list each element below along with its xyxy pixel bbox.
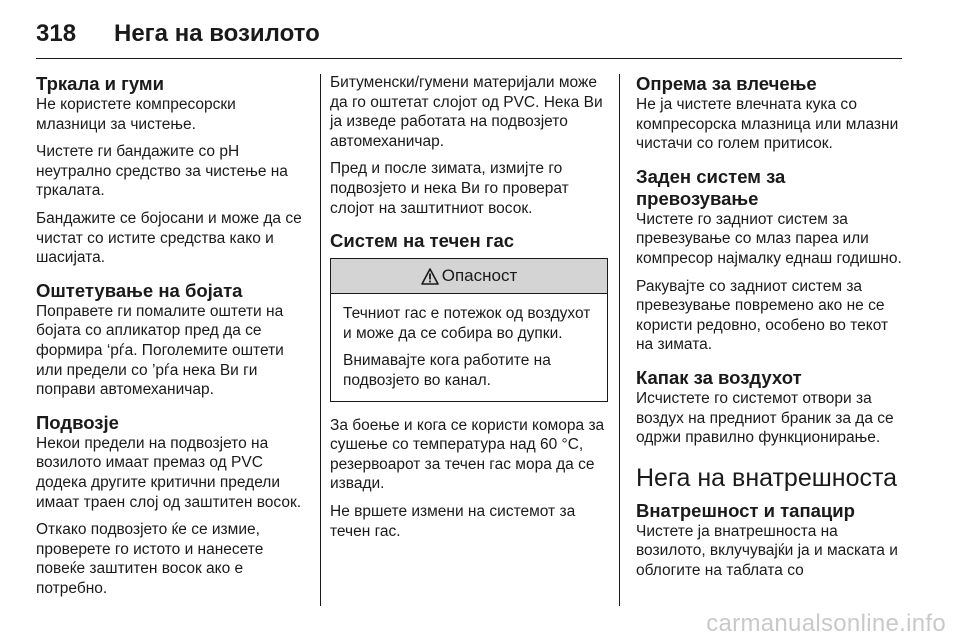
- paragraph: Течниот гас е потежок од воздухот и може да се собира во дупки.: [343, 305, 591, 342]
- section-interior-upholstery: [636, 500, 906, 581]
- paragraph: Не користете компресорски млазници за чистење.: [36, 96, 236, 133]
- column-divider-1: [320, 74, 321, 606]
- section-heading: Оштетување на бојата: [36, 279, 243, 301]
- section-rear-carrier: [636, 166, 906, 355]
- paragraph: Внимавајте кога работите на подвозјето во канал.: [343, 352, 551, 389]
- paragraph: Не ја чистете влечната кука со компресорска млазница или млазни чистачи со голем притисок.: [636, 96, 899, 153]
- column-left: [36, 73, 308, 610]
- section-heading: Заден систем за превозување: [636, 165, 786, 209]
- section-towing-equipment: [636, 73, 906, 154]
- paragraph: Откако подвозјето ќе се измие, проверете го истото и нанесете повеќе заштитен восок ако е потребно.: [36, 521, 264, 597]
- page-number: 318: [36, 20, 77, 47]
- paragraph: Пред и после зимата, измијте го подвозјето и нека Ви го проверат слојот на заштитниот восок.: [330, 160, 569, 217]
- paragraph: Чистете ги бандажите со pH неутрално средство за чистење на тркалата.: [36, 143, 288, 200]
- paragraph: За боење и кога се користи комора за сушење со температура над 60 °C, резервоарот за течен гас мора да се извади.: [330, 416, 605, 493]
- danger-box: [330, 258, 608, 401]
- section-underbody: [36, 412, 308, 599]
- danger-body: [331, 294, 607, 400]
- warning-triangle-icon: [421, 268, 439, 285]
- page-title: Нега на возилото: [114, 20, 320, 47]
- section-heading: Подвозје: [36, 411, 119, 433]
- paragraph: Бандажите се бојосани и може да се чистат со истите средства како и шасијата.: [36, 209, 302, 267]
- paragraph: Исчистете го системот отвори за воздух на предниот браник за да се одржи правилно функционирање.: [636, 389, 894, 447]
- paragraph: Ракувајте со задниот систем за превезување повремено ако не се користи редовно, особено во текот на зимата.: [636, 277, 889, 354]
- danger-header: [331, 259, 607, 294]
- column-right: [636, 73, 906, 593]
- paragraph: Поправете ги помалите оштети на бојата со апликатор пред да се формира ‘рѓа. Поголемите оштети или предели со ’рѓа нека Ви ги поправи автомеханичар.: [36, 302, 284, 399]
- section-air-flap: [636, 367, 906, 448]
- section-heading: Внатрешност и тапацир: [636, 499, 855, 521]
- section-heading: Систем на течен гас: [330, 230, 515, 252]
- chapter-heading: Нега на внатрешноста: [636, 463, 898, 492]
- paragraph: Некои предели на подвозјето на возилото имаат премаз од PVC додека другите критични предели имаат траен слој од заштитен восок.: [36, 434, 302, 511]
- section-heading: Капак за воздухот: [636, 366, 802, 388]
- section-wheels-tyres: [36, 73, 308, 268]
- paragraph: Чистете го задниот систем за превезување со млаз пареа или компресор најмалку еднаш годишно.: [636, 210, 902, 267]
- column-divider-2: [619, 74, 620, 606]
- paragraph: Битуменски/гумени материјали може да го оштетат слојот од PVC. Нека Ви ја изведе работата на подвозјето автомеханичар.: [330, 74, 603, 150]
- paragraph: Не вршете измени на системот за течен гас.: [330, 502, 576, 540]
- section-paint-damage: [36, 280, 308, 400]
- column-middle: [330, 73, 608, 549]
- watermark: carmanualsonline.info: [706, 610, 946, 637]
- page-header: [36, 18, 902, 59]
- section-heading: Опрема за влечење: [636, 73, 817, 94]
- danger-label: Опасност: [441, 266, 518, 286]
- section-heading: Тркала и гуми: [36, 73, 164, 94]
- paragraph: Чистете ја внатрешноста на возилото, вклучувајќи ја и маската и облогите на таблата со: [636, 522, 898, 579]
